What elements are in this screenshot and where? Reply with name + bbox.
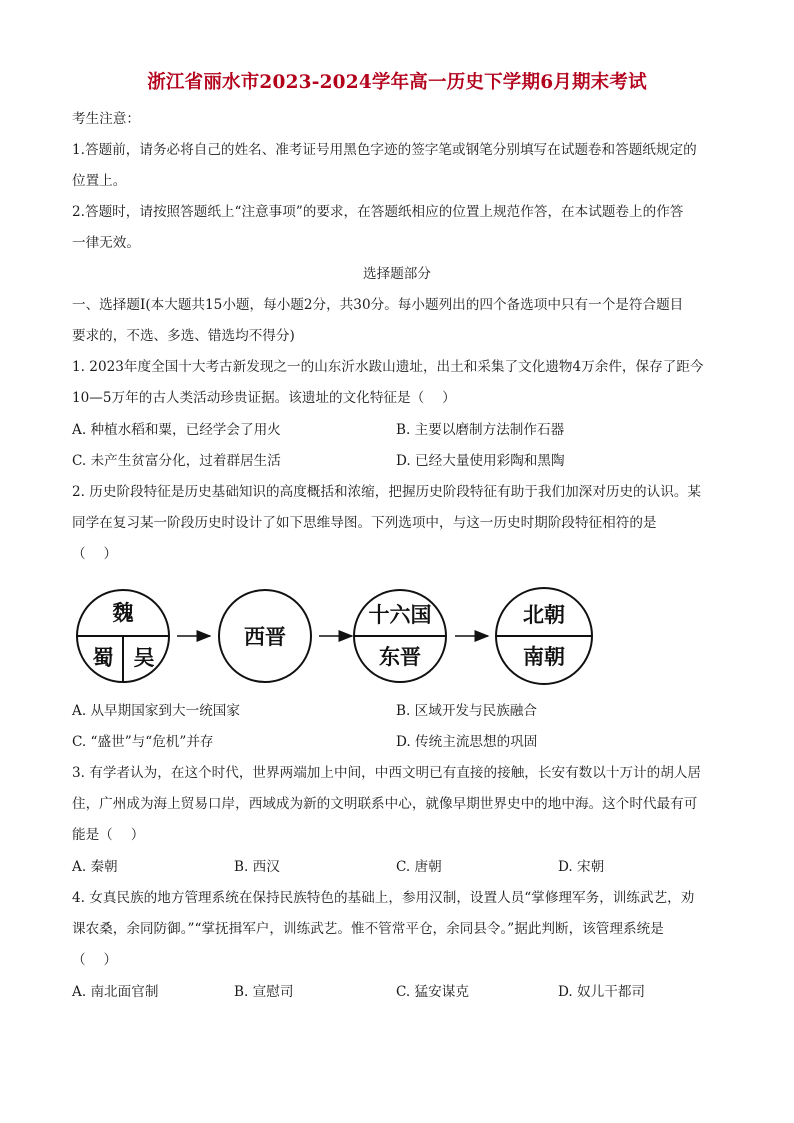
label-sixteen-kingdoms: 十六国 — [368, 602, 432, 627]
q1-option-b: B. 主要以磨制方法制作石器 — [396, 422, 565, 438]
q3-option-a: A. 秦朝 — [72, 859, 118, 875]
label-wei: 魏 — [112, 600, 134, 625]
exam-title: 浙江省丽水市2023-2024学年高一历史下学期6月期末考试 — [147, 72, 647, 93]
q4-option-c: C. 猛安谋克 — [396, 984, 469, 1000]
section-title: 选择题部分 — [363, 266, 431, 282]
q2-option-c: C. “盛世”与“危机”并存 — [72, 734, 214, 750]
q2-stem-line-2: 同学在复习某一阶段历史时设计了如下思维导图。下列选项中，与这一历史时期阶段特征相符的是 — [72, 515, 657, 531]
label-western-jin: 西晋 — [244, 624, 286, 649]
q2-stem-line-3: （ ） — [72, 546, 118, 562]
q4-stem-line-1: 4. 女真民族的地方管理系统在保持民族特色的基础上，参用汉制，设置人员“掌修理军务，训练武艺，劝 — [72, 890, 695, 906]
circle-northern-southern — [496, 588, 592, 684]
circle-three-kingdoms — [77, 590, 169, 682]
label-shu: 蜀 — [92, 645, 114, 670]
notice-item-2-line-2: 一律无效。 — [72, 235, 140, 251]
q1-stem-line-1: 1. 2023年度全国十大考古新发现之一的山东沂水跋山遗址，出土和采集了文化遗物4万余件，保存了距今 — [72, 359, 704, 375]
q4-option-d: D. 奴儿干都司 — [558, 984, 646, 1000]
circle-sixteen-kingdoms — [354, 590, 446, 682]
notice-item-2-line-1: 2.答题时，请按照答题纸上“注意事项”的要求，在答题纸相应的位置上规范作答，在本试题卷上的作答 — [72, 204, 684, 220]
q2-stem-line-1: 2. 历史阶段特征是历史基础知识的高度概括和浓缩，把握历史阶段特征有助于我们加深对历史的认识。某 — [72, 484, 702, 500]
label-northern-dynasties: 北朝 — [523, 602, 565, 627]
q3-stem-line-2: 住，广州成为海上贸易口岸，西域成为新的文明联系中心，就像早期世界史中的地中海。这个时代最有可 — [72, 796, 698, 812]
notice-item-1-line-2: 位置上。 — [72, 173, 127, 189]
instructions-line-1: 一、选择题Ⅰ(本大题共15小题，每小题2分，共30分。每小题列出的四个备选项中只有一个是符合题目 — [72, 297, 684, 313]
q3-stem-line-1: 3. 有学者认为，在这个时代，世界两端加上中间，中西文明已有直接的接触，长安有数以十万计的胡人居 — [72, 765, 702, 781]
q3-option-c: C. 唐朝 — [396, 859, 442, 875]
q2-option-a: A. 从早期国家到大一统国家 — [72, 703, 240, 719]
q1-option-a: A. 种植水稻和粟，已经学会了用火 — [72, 422, 281, 438]
label-wu: 吴 — [133, 645, 155, 670]
q1-option-c: C. 未产生贫富分化，过着群居生活 — [72, 453, 281, 469]
dynasty-mind-map — [74, 578, 604, 698]
q4-option-b: B. 宣慰司 — [234, 984, 294, 1000]
q3-stem-line-3: 能是（ ） — [72, 827, 145, 843]
q3-option-d: D. 宋朝 — [558, 859, 605, 875]
notice-heading: 考生注意： — [72, 111, 140, 127]
instructions-line-2: 要求的，不选、多选、错选均不得分) — [72, 328, 295, 344]
label-eastern-jin: 东晋 — [379, 644, 421, 669]
q4-stem-line-2: 课农桑，余同防御。”“掌抚揖军户，训练武艺。惟不管常平仓，余同县令。”据此判断，该管理系统是 — [72, 921, 664, 937]
q2-option-d: D. 传统主流思想的巩固 — [396, 734, 538, 750]
label-southern-dynasties: 南朝 — [523, 644, 565, 669]
q2-option-b: B. 区域开发与民族融合 — [396, 703, 537, 719]
q4-stem-line-3: （ ） — [72, 952, 118, 968]
notice-item-1-line-1: 1.答题前，请务必将自己的姓名、准考证号用黑色字迹的签字笔或钢笔分别填写在试题卷和答题纸规定的 — [72, 142, 697, 158]
q1-option-d: D. 已经大量使用彩陶和黑陶 — [396, 453, 565, 469]
q1-stem-line-2: 10—5万年的古人类活动珍贵证据。该遗址的文化特征是（ ） — [72, 390, 456, 406]
q3-option-b: B. 西汉 — [234, 859, 280, 875]
q4-option-a: A. 南北面官制 — [72, 984, 159, 1000]
circle-western-jin — [219, 590, 311, 682]
